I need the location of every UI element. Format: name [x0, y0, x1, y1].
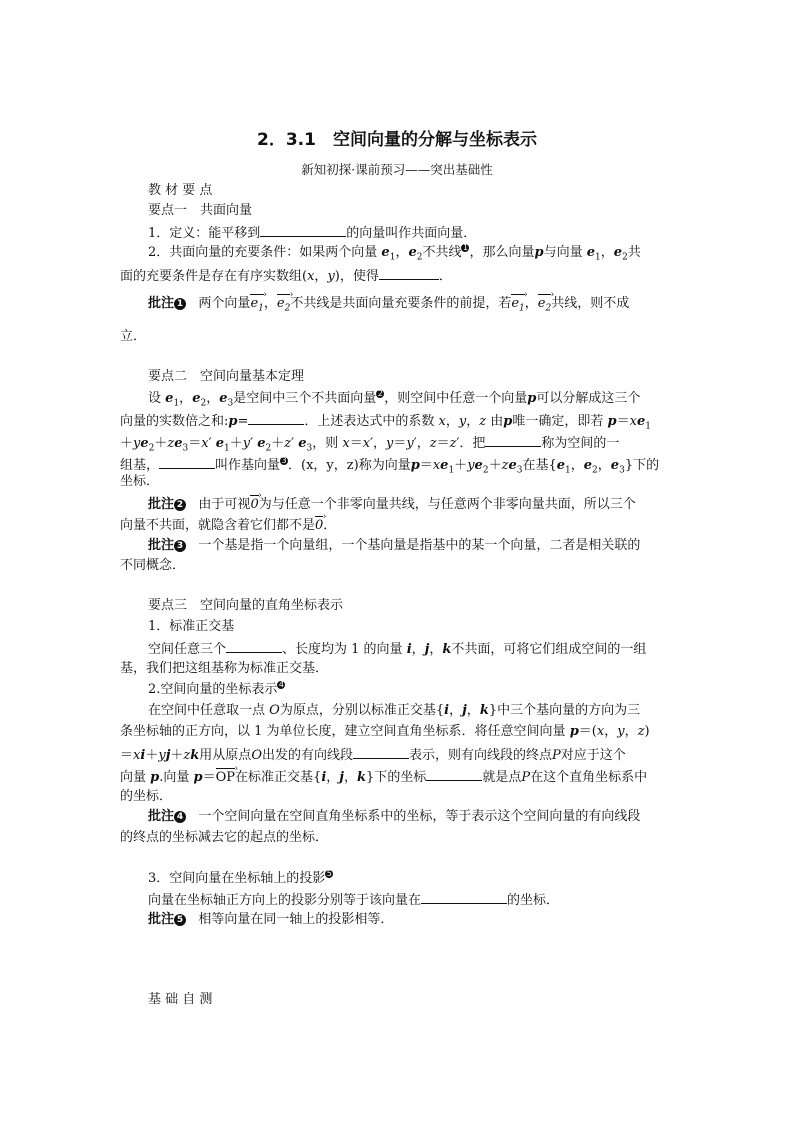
note-marker-3: 3 [281, 456, 287, 465]
text: 用从原点 [199, 748, 252, 763]
text: 两个向量 [198, 296, 251, 311]
note4-line1 [148, 809, 640, 825]
point1-def-text: 1．定义：能平移到 [148, 226, 261, 241]
text: 组基， [120, 458, 160, 473]
note-label: 批注 [148, 809, 175, 824]
text: 的坐标． [507, 893, 560, 908]
answer-blank [485, 434, 541, 447]
note-label: 批注 [148, 497, 175, 512]
text: 向量的实数倍之和: [120, 414, 229, 429]
answer-blank [421, 891, 507, 904]
text: ． [438, 269, 452, 284]
note-label: 批注 [148, 296, 175, 311]
point3-heading: 要点三 空间向量的直角坐标表示 [148, 598, 344, 613]
page-subtitle: 新知初探·课前预习——突出基础性 [301, 162, 493, 177]
note-marker-5: 5 [326, 869, 332, 878]
note1-line2: 立． [120, 329, 147, 344]
point1-heading: 要点一 共面向量 [148, 203, 253, 218]
text: 由于可视 [198, 497, 251, 512]
text: 2．共面向量的充要条件：如果两个向量 [148, 245, 378, 260]
point1-definition [148, 224, 476, 242]
point3-s2-line1: 在空间中任意取一点 O为原点，分别以标准正交基{i，j，k}中三个基向量的方向为三 [148, 703, 641, 718]
text: 唯一确定，即若 [512, 414, 604, 429]
note-number-1: 1 [174, 298, 186, 310]
text: 不共面，可将它们组成空间的一组 [451, 642, 647, 657]
note-marker-1: 1 [462, 243, 469, 252]
point3-s1-heading: 1．标准正交基 [148, 619, 235, 634]
point3-s2-heading [148, 681, 285, 698]
point2-line5: 坐标． [120, 474, 160, 489]
text: 在基{ [522, 458, 557, 473]
note-number-2: 2 [174, 499, 186, 511]
page-title: 2．3.1 空间向量的分解与坐标表示 [257, 130, 537, 150]
text: 向量在坐标轴正方向上的投影分别等于该向量在 [148, 893, 422, 908]
text: .向量 [159, 770, 190, 785]
note2-line1: 批注 2 由于可视0 ›为与任意一个非零向量共线，与任意两个非零向量共面，所以三个 [148, 497, 636, 513]
note-marker-4: 4 [278, 680, 284, 689]
text: 不共线 [422, 245, 462, 260]
text: 面的充要条件是存在有序实数组(x，y)，使得 [120, 269, 379, 284]
text: ．(x，y，z)称为向量 [288, 458, 411, 473]
text: }下的 [624, 458, 660, 473]
text: ． [323, 518, 337, 533]
text: 在这个直角坐标系中 [530, 770, 648, 785]
text: 是空间中三个不共面向量 [233, 391, 377, 406]
point3-s2-line5: 的坐标． [120, 789, 173, 804]
point2-line3: $+ye_2+ze_3=x'$ $e_1+y'$ $e_2+z'$ $e_3$，则 x＝x′，y＝y′，z＝z′．把 称为空间的一 [120, 436, 620, 454]
text: 设 [148, 391, 162, 406]
answer-blank [159, 456, 215, 469]
text: ．上述表达式中的系数 [304, 414, 435, 429]
text: ，则 [312, 436, 339, 451]
answer-blank [426, 768, 482, 781]
text: 与向量 [543, 245, 583, 260]
point3-s1-line2: 基，我们把这组基称为标准正交基． [120, 661, 329, 676]
answer-blank [353, 746, 409, 759]
text: 相等向量在同一轴上的投影相等． [198, 912, 394, 927]
note-label: 批注 [148, 912, 175, 927]
answer-blank [379, 267, 439, 280]
note3-line1 [148, 538, 640, 554]
point2-heading: 要点二 空间向量基本定理 [148, 369, 305, 384]
text: 为与任意一个非零向量共线，与任意两个非零向量共面，所以三个 [258, 497, 636, 512]
note-number-3: 3 [174, 540, 186, 552]
answer-blank [260, 224, 346, 237]
point2-line4: 组基， 叫作基向量$^3$．(x，y，z)称为向量$p=xe_1+ye_2+ze_3$在基{$e_1$，$e_2$，$e_3$}下的 [120, 456, 660, 476]
text: 可以分解成这三个 [536, 391, 641, 406]
text: 空间任意三个 [148, 642, 227, 657]
text: 表示，则有向线段的终点 [409, 748, 553, 763]
text: 、长度均为 1 的向量 [282, 642, 403, 657]
text: 不共线是共面向量充要条件的前提，若 [290, 296, 512, 311]
note1-line1: 批注 1 两个向量$e_1$ ›，$e_2$ ›不共线是共面向量充要条件的前提，若$e_1$ ›，$e_2$ ›共线，则不成 [148, 296, 629, 317]
note-number-5: 5 [174, 914, 186, 926]
text: 向量 [120, 770, 147, 785]
text: 叫作基向量 [215, 458, 281, 473]
point2-line2: 向量的实数倍之和:p= ．上述表达式中的系数 x，y，z 由p唯一确定，即若 $p=xe_1$ [120, 414, 652, 432]
section-test-heading: 基 础 自 测 [148, 992, 213, 1007]
text: }中三个基向量的方向为三 [488, 703, 641, 718]
text: 一个基是指一个向量组，一个基向量是指基中的某一个向量，二者是相关联的 [198, 538, 641, 553]
note-marker-2: 2 [377, 389, 383, 398]
text: 对应于这个 [560, 748, 626, 763]
note-number-4: 4 [174, 811, 186, 823]
text: }下的坐标 [366, 770, 427, 785]
section-material-heading: 教 材 要 点 [148, 183, 213, 198]
text: 由 [490, 414, 504, 429]
point3-s3-line [148, 891, 559, 909]
text: 在空间中任意取一点 [148, 703, 266, 718]
point3-s3-heading [148, 870, 333, 887]
note3-line2: 不同概念． [120, 558, 186, 573]
note4-line2: 的终点的坐标减去它的起点的坐标． [120, 830, 329, 845]
text: 在标准正交基{ [235, 770, 322, 785]
text: ．把 [459, 436, 486, 451]
point3-s2-line2: 条坐标轴的正方向，以 1 为单位长度，建立空间直角坐标系．将任意空间向量 p＝(x，y，z) [120, 724, 650, 739]
note-label: 批注 [148, 538, 175, 553]
text: 向量不共面，就隐含着它们都不是 [120, 518, 316, 533]
text: 3．空间向量在坐标轴上的投影 [148, 871, 326, 886]
text: ，则空间中任意一个向量 [384, 391, 528, 406]
text: 共 [627, 245, 641, 260]
text: 称为空间的一 [541, 436, 620, 451]
text: 出发的有向线段 [261, 748, 353, 763]
text: 为原点，分别以标准正交基{ [279, 703, 445, 718]
note2-line2: 向量不共面，就隐含着它们都不是0 ›． [120, 518, 336, 534]
text: 条坐标轴的正方向，以 1 为单位长度，建立空间直角坐标系．将任意空间向量 [120, 724, 566, 739]
text: 就是点 [482, 770, 522, 785]
text: 2.空间向量的坐标表示 [148, 682, 278, 697]
point3-s2-line4: 向量 p.向量 p＝OP ›在标准正交基{i，j，k}下的坐标 就是点P在这个直角坐标系中 [120, 768, 647, 786]
point1-condition-line1: 2．共面向量的充要条件：如果两个向量 $e_1$，$e_2$不共线$^1$，那么向量p与向量 $e_1$，$e_2$共 [148, 243, 641, 263]
point1-def-end: 的向量叫作共面向量． [346, 226, 477, 241]
point2-line1: 设 $e_1$，$e_2$，$e_3$是空间中三个不共面向量$^2$，则空间中任意一个向量p可以分解成这三个 [148, 389, 641, 409]
point3-s2-line3: ＝xi＋yj＋zk用从原点O出发的有向线段 表示，则有向线段的终点P对应于这个 [120, 748, 626, 763]
point1-condition-line2 [120, 267, 452, 285]
text: ，那么向量 [469, 245, 535, 260]
text: 一个空间向量在空间直角坐标系中的坐标，等于表示这个空间向量的有向线段 [198, 809, 641, 824]
point3-s1-line1: 空间任意三个 、长度均为 1 的向量 i，j，k不共面，可将它们组成空间的一组 [148, 642, 647, 657]
answer-blank [248, 412, 304, 425]
note5-line [148, 912, 393, 928]
answer-blank [226, 640, 282, 653]
text: 共线，则不成 [551, 296, 630, 311]
